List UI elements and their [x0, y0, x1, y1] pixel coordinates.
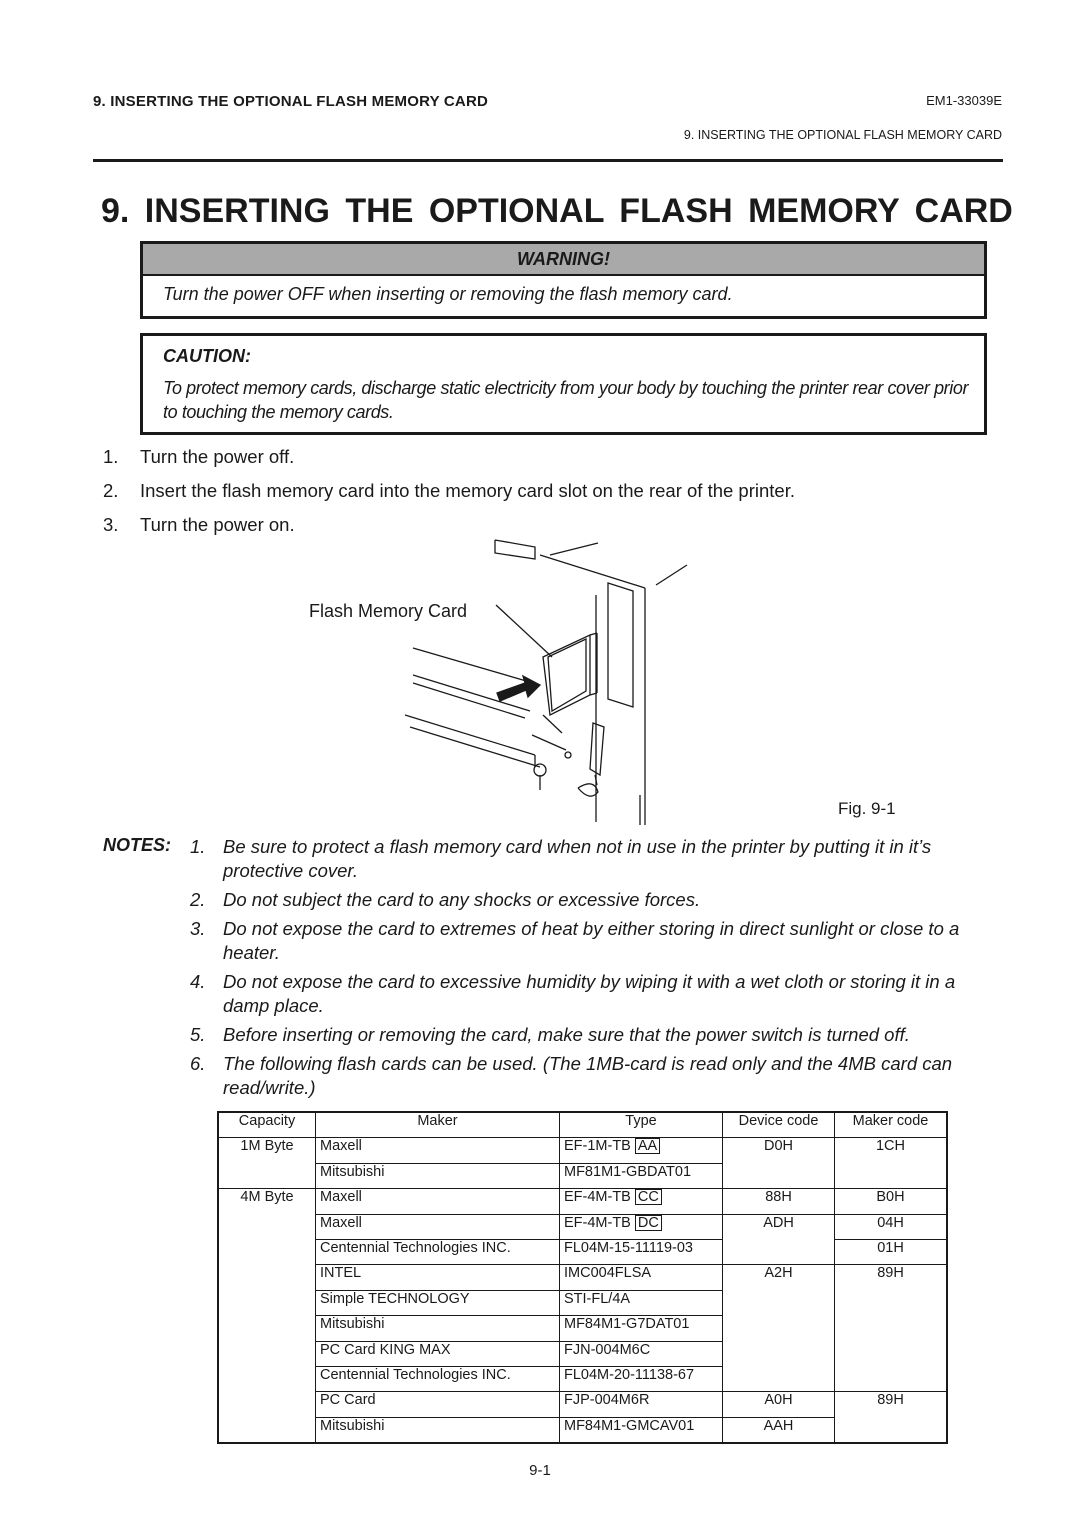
table-row [218, 1417, 947, 1443]
table-cell-capacity [218, 1366, 316, 1391]
cell-text: 04H [877, 1214, 904, 1231]
step-number: 2. [103, 480, 119, 501]
table-cell-maker [316, 1163, 560, 1188]
step-number: 3. [103, 514, 119, 535]
cell-text: D0H [763, 1138, 793, 1155]
table-cell-maker-code [835, 1366, 948, 1391]
note-item [190, 970, 1000, 1018]
note-number: 5. [190, 1024, 206, 1045]
table-cell-device [723, 1265, 835, 1290]
table-row [218, 1239, 947, 1264]
cell-text: 89H [877, 1265, 904, 1282]
cell-text: Mitsubishi [320, 1316, 385, 1333]
table-cell-maker [316, 1366, 560, 1391]
table-cell-maker [316, 1265, 560, 1290]
table-cell-device [723, 1290, 835, 1315]
label-leader-line [496, 605, 552, 657]
table-cell-device [723, 1366, 835, 1391]
type-box-code: DC [635, 1215, 662, 1231]
cell-text: FJP-004M6R [564, 1392, 650, 1409]
table-cell-capacity [218, 1341, 316, 1366]
table-cell-maker [316, 1239, 560, 1264]
cell-text: Mitsubishi [320, 1417, 385, 1434]
cell-text: Simple TECHNOLOGY [320, 1290, 470, 1307]
type-box-code: AA [635, 1138, 660, 1154]
figure-label: Flash Memory Card [309, 601, 468, 621]
cell-text: 4M Byte [240, 1189, 294, 1206]
table-cell-maker-code [835, 1163, 948, 1188]
table-row [218, 1163, 947, 1188]
table-cell-device [723, 1417, 835, 1443]
cell-text: 1CH [875, 1138, 905, 1155]
cell-text: 89H [877, 1392, 904, 1409]
step-number: 1. [103, 446, 119, 467]
note-text: Do not expose the card to extremes of heat by either storing in direct sunlight or close to a heater. [223, 918, 960, 963]
cell-text: FL04M-20-11138-67 [564, 1366, 695, 1383]
table-cell-maker-code [835, 1265, 948, 1290]
cell-text: Centennial Technologies INC. [320, 1239, 511, 1256]
table-cell-maker [316, 1290, 560, 1315]
table-cell-maker-code [835, 1189, 948, 1214]
header-sub-section: 9. INSERTING THE OPTIONAL FLASH MEMORY CARD [683, 128, 1002, 142]
table-row [218, 1290, 947, 1315]
step-item [103, 480, 795, 502]
table-cell-device [723, 1341, 835, 1366]
table-cell-maker [316, 1392, 560, 1417]
table-row [218, 1392, 947, 1417]
table-cell-maker [316, 1189, 560, 1214]
table-row [218, 1316, 947, 1341]
note-text: The following flash cards can be used. (The 1MB-card is read only and the 4MB card can read/write.) [223, 1053, 953, 1098]
table-cell-capacity [218, 1239, 316, 1264]
caution-label: CAUTION: [163, 346, 251, 366]
table-header: Maker code [835, 1112, 948, 1138]
insert-arrow [497, 676, 540, 701]
flash-card-illustration [400, 535, 700, 830]
table-cell-capacity [218, 1392, 316, 1417]
cell-text: 88H [765, 1189, 792, 1206]
note-item [190, 917, 1000, 965]
table-row [218, 1366, 947, 1391]
cell-text: B0H [876, 1189, 905, 1206]
note-item [190, 888, 1000, 912]
note-number: 6. [190, 1053, 206, 1074]
table-cell-maker-code [835, 1392, 948, 1417]
note-text: Do not subject the card to any shocks or excessive forces. [223, 889, 701, 910]
note-number: 3. [190, 918, 206, 939]
table-cell-type [560, 1189, 723, 1214]
page-title: 9. INSERTING THE OPTIONAL FLASH MEMORY CARD [101, 192, 1013, 230]
cell-text: FL04M-15-11119-03 [564, 1239, 693, 1256]
warning-box [140, 241, 987, 319]
note-number: 1. [190, 836, 206, 857]
table-row [218, 1138, 947, 1163]
cell-text: INTEL [320, 1265, 362, 1282]
printer-tab [495, 540, 535, 559]
table-cell-capacity [218, 1189, 316, 1214]
table-cell-type [560, 1265, 723, 1290]
table-cell-maker [316, 1138, 560, 1163]
table-cell-capacity [218, 1265, 316, 1290]
cell-text: A0H [764, 1392, 793, 1409]
table-cell-maker-code [835, 1138, 948, 1163]
table-cell-capacity [218, 1138, 316, 1163]
cell-text: MF84M1-GMCAV01 [564, 1417, 695, 1434]
figure-caption: Fig. 9-1 [838, 799, 896, 818]
table-cell-type [560, 1417, 723, 1443]
table-cell-capacity [218, 1417, 316, 1443]
table-cell-capacity [218, 1316, 316, 1341]
cell-text: PC Card KING MAX [320, 1341, 451, 1358]
step-text: Insert the flash memory card into the memory card slot on the rear of the printer. [140, 480, 795, 501]
warning-label: WARNING! [143, 244, 984, 276]
cell-text: EF-1M-TB [564, 1138, 631, 1155]
table-cell-device [723, 1214, 835, 1239]
table-cell-maker-code [835, 1341, 948, 1366]
cell-text: IMC004FLSA [564, 1265, 652, 1282]
table-cell-maker-code [835, 1214, 948, 1239]
table-row [218, 1265, 947, 1290]
table-cell-type [560, 1316, 723, 1341]
table-cell-type [560, 1214, 723, 1239]
table-cell-device [723, 1239, 835, 1264]
doc-code: EM1-33039E [926, 93, 1002, 108]
step-text: Turn the power on. [140, 514, 295, 535]
table-cell-maker [316, 1417, 560, 1443]
note-text: Be sure to protect a flash memory card when not in use in the printer by putting it in it’s protective cover. [223, 836, 932, 881]
cell-text: EF-4M-TB [564, 1189, 631, 1206]
cell-text: MF81M1-GBDAT01 [564, 1163, 692, 1180]
cell-text: A2H [764, 1265, 793, 1282]
cell-text: ADH [763, 1214, 794, 1231]
note-item [190, 1023, 1000, 1047]
step-item [103, 446, 294, 468]
table-cell-type [560, 1290, 723, 1315]
cell-text: PC Card [320, 1392, 376, 1409]
cell-text: Centennial Technologies INC. [320, 1366, 511, 1383]
table-cell-type [560, 1392, 723, 1417]
table-cell-type [560, 1239, 723, 1264]
flash-card-table [217, 1111, 948, 1444]
warning-text: Turn the power OFF when inserting or removing the flash memory card. [163, 284, 733, 304]
table-cell-type [560, 1163, 723, 1188]
notes-label: NOTES: [103, 835, 172, 855]
step-item [103, 514, 295, 536]
table-cell-type [560, 1138, 723, 1163]
table-row [218, 1189, 947, 1214]
cell-text: STI-FL/4A [564, 1290, 631, 1307]
cell-text: EF-4M-TB [564, 1214, 631, 1231]
table-header: Capacity [218, 1112, 316, 1138]
type-box-code: CC [635, 1189, 662, 1205]
cell-text: 01H [877, 1239, 904, 1256]
caution-text: To protect memory cards, discharge static electricity from your body by touching the printer rear cover prior to touching the memory cards. [163, 378, 969, 422]
note-item [190, 1052, 1000, 1100]
cell-text: FJN-004M6C [564, 1341, 651, 1358]
table-header-row [218, 1112, 947, 1138]
table-cell-device [723, 1189, 835, 1214]
table-row [218, 1214, 947, 1239]
note-item [190, 835, 1000, 883]
table-cell-maker [316, 1316, 560, 1341]
table-cell-maker-code [835, 1417, 948, 1443]
table-cell-maker [316, 1341, 560, 1366]
note-number: 4. [190, 971, 206, 992]
table-row [218, 1341, 947, 1366]
header-section: 9. INSERTING THE OPTIONAL FLASH MEMORY CARD [93, 93, 489, 110]
table-cell-type [560, 1366, 723, 1391]
table-cell-device [723, 1138, 835, 1163]
table-cell-type [560, 1341, 723, 1366]
rear-window [608, 583, 633, 707]
table-cell-device [723, 1163, 835, 1188]
cell-text: Maxell [320, 1189, 362, 1206]
table-header: Type [560, 1112, 723, 1138]
note-text: Do not expose the card to excessive humidity by wiping it with a wet cloth or storing it in a damp place. [223, 971, 956, 1016]
header-rule [93, 159, 1003, 162]
cell-text: 1M Byte [240, 1138, 294, 1155]
cell-text: AAH [763, 1417, 794, 1434]
connector-port [590, 723, 604, 775]
cell-text: Mitsubishi [320, 1163, 385, 1180]
cell-text: MF84M1-G7DAT01 [564, 1316, 690, 1333]
table-cell-device [723, 1392, 835, 1417]
table-cell-capacity [218, 1214, 316, 1239]
table-cell-maker [316, 1214, 560, 1239]
table-header: Device code [723, 1112, 835, 1138]
table-cell-capacity [218, 1163, 316, 1188]
latch [578, 784, 598, 796]
note-number: 2. [190, 889, 206, 910]
table-cell-maker-code [835, 1290, 948, 1315]
table-cell-device [723, 1316, 835, 1341]
table-cell-maker-code [835, 1239, 948, 1264]
step-text: Turn the power off. [140, 446, 295, 467]
cell-text: Maxell [320, 1214, 362, 1231]
table-header: Maker [316, 1112, 560, 1138]
note-text: Before inserting or removing the card, make sure that the power switch is turned off. [223, 1024, 910, 1045]
cell-text: Maxell [320, 1138, 362, 1155]
caution-box [140, 333, 987, 435]
page-number: 9-1 [529, 1462, 551, 1479]
table-cell-maker-code [835, 1316, 948, 1341]
table-cell-capacity [218, 1290, 316, 1315]
